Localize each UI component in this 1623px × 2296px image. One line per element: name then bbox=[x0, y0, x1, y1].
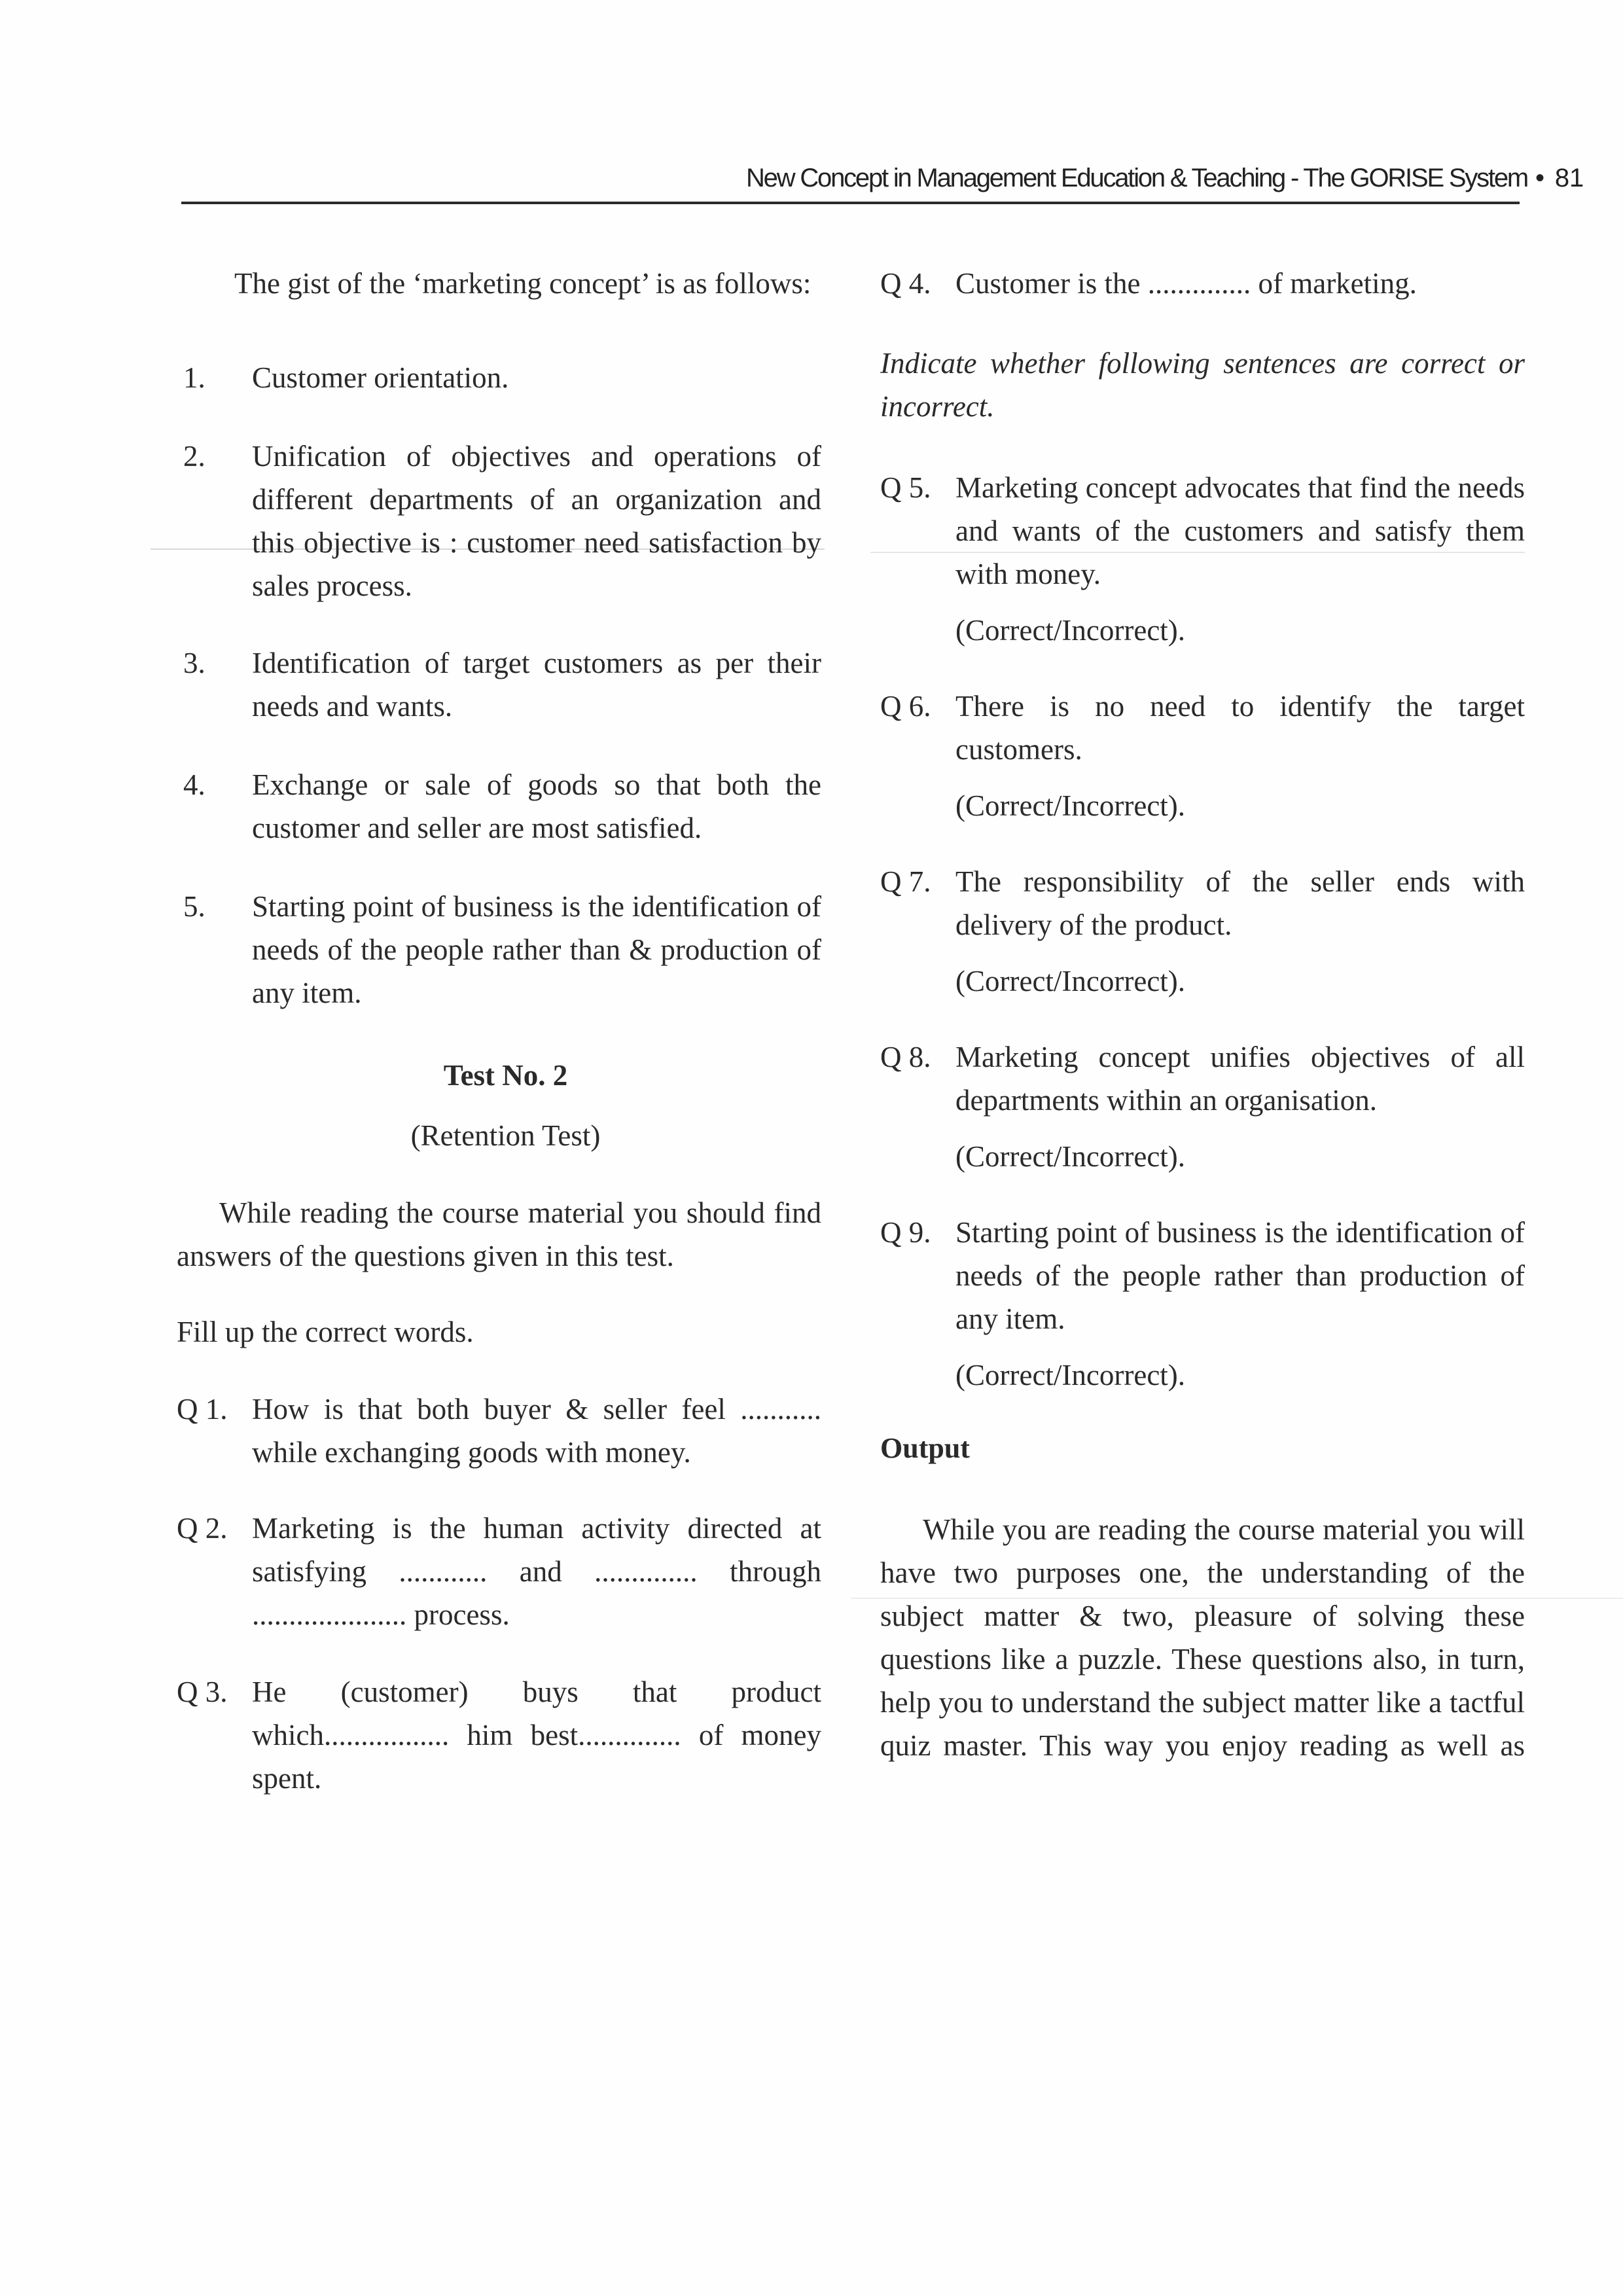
list-item-text: Starting point of business is the identification of needs of the people rather than & production of any item. bbox=[252, 890, 821, 1009]
question-text: How is that both buyer & seller feel ........... while exchanging goods with money. bbox=[252, 1393, 821, 1469]
output-heading: Output bbox=[880, 1432, 970, 1464]
fill-up-heading: Fill up the correct words. bbox=[177, 1316, 474, 1348]
question-q7 bbox=[880, 860, 1525, 946]
question-q6 bbox=[880, 685, 1525, 771]
question-text: Starting point of business is the identification of needs of the people rather than production of any item. bbox=[955, 1216, 1525, 1335]
question-q4 bbox=[880, 262, 1525, 305]
question-number: Q 2. bbox=[177, 1512, 228, 1545]
question-number: Q 3. bbox=[177, 1676, 228, 1708]
answer-choice: (Correct/Incorrect). bbox=[955, 965, 1186, 997]
list-item-text: Exchange or sale of goods so that both the customer and seller are most satisfied. bbox=[252, 768, 821, 844]
list-item bbox=[177, 763, 821, 850]
question-q1 bbox=[177, 1388, 821, 1474]
page-number: 81 bbox=[1554, 164, 1584, 192]
question-q5 bbox=[880, 466, 1525, 596]
question-number: Q 1. bbox=[177, 1393, 228, 1426]
question-text: The responsibility of the seller ends with delivery of the product. bbox=[955, 865, 1525, 941]
question-text: Customer is the .............. of marketing. bbox=[955, 267, 1417, 300]
question-text: Marketing is the human activity directed at satisfying ............ and .............. through ..................... process. bbox=[252, 1512, 821, 1631]
list-item bbox=[177, 435, 821, 607]
running-head-title: New Concept in Management Education & Teaching - The GORISE System bbox=[746, 164, 1527, 192]
test-title: Test No. 2 bbox=[443, 1059, 568, 1092]
list-item bbox=[177, 356, 821, 399]
list-item-text: Customer orientation. bbox=[252, 361, 509, 394]
header-rule bbox=[181, 202, 1520, 204]
question-q9 bbox=[880, 1211, 1525, 1340]
test-subtitle: (Retention Test) bbox=[410, 1119, 601, 1152]
answer-choice: (Correct/Incorrect). bbox=[955, 1140, 1186, 1173]
bullet-icon: • bbox=[1535, 164, 1543, 192]
list-item-text: Unification of objectives and operations of different departments of an organization and this objective is : customer need satisfaction by sales process. bbox=[252, 440, 821, 602]
right-column bbox=[880, 262, 1525, 1767]
answer-choice: (Correct/Incorrect). bbox=[955, 1359, 1186, 1391]
list-item-number: 2. bbox=[183, 440, 205, 473]
question-q3 bbox=[177, 1670, 821, 1800]
question-text: He (customer) buys that product which................. him best.............. of money spent. bbox=[252, 1676, 821, 1795]
list-item bbox=[177, 885, 821, 1014]
question-text: Marketing concept unifies objectives of all departments within an organisation. bbox=[955, 1041, 1525, 1117]
indicate-heading: Indicate whether following sentences are correct or incorrect. bbox=[880, 347, 1525, 423]
test-instructions: While reading the course material you should find answers of the questions given in this test. bbox=[177, 1196, 821, 1272]
output-paragraph: While you are reading the course material you will have two purposes one, the understanding of the subject matter & two, pleasure of solving these questions like a puzzle. These questions also, in turn, help you to understand the subject matter like a tactful quiz master. This way you enjoy reading as well as bbox=[880, 1513, 1525, 1762]
list-item-number: 5. bbox=[183, 890, 205, 923]
list-item-number: 1. bbox=[183, 361, 205, 394]
question-text: There is no need to identify the target customers. bbox=[955, 690, 1525, 766]
list-item-number: 4. bbox=[183, 768, 205, 801]
answer-choice: (Correct/Incorrect). bbox=[955, 789, 1186, 822]
intro-paragraph: The gist of the ‘marketing concept’ is as follows: bbox=[234, 267, 812, 300]
list-item-text: Identification of target customers as per their needs and wants. bbox=[252, 647, 821, 723]
question-number: Q 5. bbox=[880, 471, 931, 504]
answer-choice: (Correct/Incorrect). bbox=[955, 614, 1186, 647]
running-head bbox=[746, 164, 1584, 193]
question-q2 bbox=[177, 1507, 821, 1636]
question-text: Marketing concept advocates that find the needs and wants of the customers and satisfy them with money. bbox=[955, 471, 1525, 590]
list-item bbox=[177, 641, 821, 728]
question-number: Q 6. bbox=[880, 690, 931, 723]
list-item-number: 3. bbox=[183, 647, 205, 679]
question-q8 bbox=[880, 1035, 1525, 1122]
question-number: Q 7. bbox=[880, 865, 931, 898]
left-column bbox=[177, 262, 821, 1800]
question-number: Q 9. bbox=[880, 1216, 931, 1249]
question-number: Q 4. bbox=[880, 267, 931, 300]
question-number: Q 8. bbox=[880, 1041, 931, 1073]
